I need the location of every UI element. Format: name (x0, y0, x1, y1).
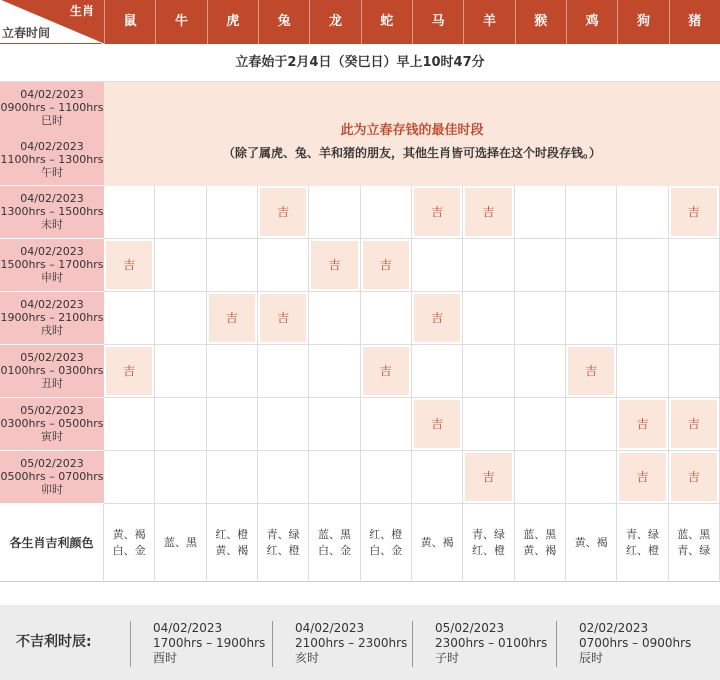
lucky-colors-label: 各生肖吉利颜色 (0, 504, 104, 582)
lucky-color-line: 白、金 (317, 543, 351, 557)
unlucky-hour-time: 1700hrs – 1900hrs (153, 636, 266, 650)
time-slot-shi: 巳时 (41, 114, 63, 127)
time-slot-time: 1300hrs – 1500hrs (0, 205, 104, 218)
lucky-color-cell (207, 504, 258, 582)
lucky-color-line: 红、橙 (625, 543, 659, 557)
corner-label-lichun-time: 立春时间 (2, 26, 51, 40)
time-slot-shi: 戌时 (41, 324, 63, 337)
auspicious-mark: 吉 (671, 188, 717, 236)
time-slot-label (0, 398, 104, 451)
grid-cell (155, 186, 206, 239)
best-saving-title: 此为立春存钱的最佳时段 (340, 123, 484, 138)
lucky-color-line: 青、绿 (471, 527, 505, 541)
grid-cell (258, 398, 309, 451)
zodiac-header-2: 虎 (207, 0, 258, 44)
grid-cell (207, 239, 258, 292)
grid-cell (104, 451, 155, 504)
lucky-color-line: 青、绿 (625, 527, 659, 541)
grid-cell (515, 292, 566, 345)
zodiac-header-11: 猪 (669, 0, 720, 44)
header-corner-cell (0, 0, 104, 44)
grid-cell (309, 292, 360, 345)
time-slot-date: 05/02/2023 (20, 351, 84, 364)
zodiac-header-5: 蛇 (361, 0, 412, 44)
time-slot-label (0, 134, 104, 186)
auspicious-mark: 吉 (671, 453, 717, 501)
lucky-color-line: 蓝、黑 (317, 527, 351, 541)
grid-cell (155, 292, 206, 345)
time-slot-date: 05/02/2023 (20, 457, 84, 470)
grid-cell (617, 345, 668, 398)
grid-cell (361, 292, 412, 345)
time-slot-time: 0300hrs – 0500hrs (0, 417, 104, 430)
grid-cell (104, 292, 155, 345)
grid-cell (155, 345, 206, 398)
unlucky-hours-footer (0, 605, 720, 680)
time-slot-shi: 卯时 (41, 483, 63, 496)
lucky-color-cell (412, 504, 463, 582)
unlucky-hour-item (556, 621, 691, 667)
unlucky-hour-shi: 辰时 (579, 651, 604, 665)
auspicious-mark: 吉 (260, 188, 306, 236)
lucky-color-line: 白、金 (369, 543, 403, 557)
lucky-color-cell (515, 504, 566, 582)
lucky-color-line: 白、金 (112, 543, 146, 557)
grid-cell (412, 345, 463, 398)
time-slot-label (0, 292, 104, 345)
time-slot-date: 04/02/2023 (20, 88, 84, 101)
time-slot-shi: 寅时 (41, 430, 63, 443)
grid-cell (412, 451, 463, 504)
unlucky-hour-item (272, 621, 407, 667)
lucky-color-line: 红、橙 (471, 543, 505, 557)
auspicious-mark: 吉 (260, 294, 306, 342)
zodiac-header-8: 猴 (515, 0, 566, 44)
time-slot-time: 0900hrs – 1100hrs (0, 101, 104, 114)
unlucky-hour-shi: 酉时 (153, 651, 178, 665)
auspicious-mark: 吉 (414, 400, 460, 448)
lucky-color-cell (361, 504, 412, 582)
grid-cell (258, 345, 309, 398)
time-slot-date: 05/02/2023 (20, 404, 84, 417)
lucky-color-line: 红、橙 (215, 527, 249, 541)
time-slot-label (0, 186, 104, 239)
grid-cell (155, 239, 206, 292)
grid-cell (617, 186, 668, 239)
auspicious-mark: 吉 (363, 347, 409, 395)
lucky-color-cell (309, 504, 360, 582)
auspicious-mark: 吉 (568, 347, 614, 395)
time-slot-label (0, 451, 104, 504)
lucky-color-cell (258, 504, 309, 582)
grid-cell (617, 292, 668, 345)
grid-cell (309, 345, 360, 398)
grid-cell (463, 345, 514, 398)
zodiac-header-1: 牛 (155, 0, 206, 44)
grid-cell (566, 292, 617, 345)
auspicious-mark: 吉 (209, 294, 255, 342)
lucky-color-cell (617, 504, 668, 582)
grid-cell (207, 186, 258, 239)
unlucky-hour-shi: 子时 (435, 651, 460, 665)
time-slot-time: 1900hrs – 2100hrs (0, 311, 104, 324)
auspicious-mark: 吉 (465, 188, 511, 236)
unlucky-hour-time: 2300hrs – 0100hrs (435, 636, 548, 650)
grid-cell (207, 345, 258, 398)
grid-cell (309, 186, 360, 239)
lucky-color-line: 黄、褐 (420, 535, 454, 549)
unlucky-hour-time: 2100hrs – 2300hrs (295, 636, 408, 650)
lucky-color-cell (566, 504, 617, 582)
zodiac-header-3: 兔 (258, 0, 309, 44)
auspicious-mark: 吉 (619, 453, 665, 501)
zodiac-header-10: 狗 (617, 0, 668, 44)
corner-label-zodiac: 生肖 (69, 4, 94, 18)
lucky-color-line: 红、橙 (266, 543, 300, 557)
grid-cell (155, 451, 206, 504)
auspicious-mark: 吉 (671, 400, 717, 448)
auspicious-mark: 吉 (106, 241, 152, 289)
grid-cell (207, 451, 258, 504)
grid-cell (515, 186, 566, 239)
grid-cell (566, 239, 617, 292)
lucky-color-cell (104, 504, 155, 582)
lucky-color-line: 黄、褐 (112, 527, 146, 541)
time-slot-label (0, 239, 104, 292)
grid-cell (515, 345, 566, 398)
lucky-color-line: 青、绿 (266, 527, 300, 541)
grid-cell (361, 186, 412, 239)
grid-cell (361, 398, 412, 451)
time-slot-time: 1100hrs – 1300hrs (0, 153, 104, 166)
time-slot-date: 04/02/2023 (20, 140, 84, 153)
lucky-color-cell (155, 504, 206, 582)
time-slot-date: 04/02/2023 (20, 245, 84, 258)
auspicious-mark: 吉 (414, 188, 460, 236)
time-slot-time: 0500hrs – 0700hrs (0, 470, 104, 483)
zodiac-header-0: 鼠 (104, 0, 155, 44)
grid-cell (412, 239, 463, 292)
best-saving-period-banner (104, 82, 720, 186)
lucky-color-line: 红、橙 (369, 527, 403, 541)
grid-cell (309, 451, 360, 504)
time-slot-shi: 午时 (41, 166, 63, 179)
auspicious-mark: 吉 (619, 400, 665, 448)
grid-cell (207, 398, 258, 451)
grid-cell (566, 451, 617, 504)
grid-cell (309, 398, 360, 451)
time-slot-shi: 丑时 (41, 377, 63, 390)
unlucky-hour-item (130, 621, 265, 667)
unlucky-hour-time: 0700hrs – 0900hrs (579, 636, 692, 650)
time-slot-date: 04/02/2023 (20, 298, 84, 311)
lucky-color-line: 青、绿 (677, 543, 711, 557)
unlucky-hour-item (412, 621, 547, 667)
grid-cell (104, 186, 155, 239)
auspicious-mark: 吉 (414, 294, 460, 342)
grid-cell (566, 186, 617, 239)
time-slot-label (0, 82, 104, 135)
time-slot-date: 04/02/2023 (20, 192, 84, 205)
grid-cell (669, 345, 720, 398)
zodiac-header-7: 羊 (463, 0, 514, 44)
lucky-color-line: 黄、褐 (574, 535, 608, 549)
best-saving-subtitle: （除了属虎、兔、羊和猪的朋友，其他生肖皆可选择在这个时段存钱。） (222, 146, 601, 160)
grid-cell (515, 398, 566, 451)
grid-cell (258, 239, 309, 292)
auspicious-mark: 吉 (106, 347, 152, 395)
unlucky-hours-label: 不吉利时辰: (16, 634, 92, 650)
grid-cell (463, 292, 514, 345)
grid-cell (617, 239, 668, 292)
zodiac-header-4: 龙 (309, 0, 360, 44)
lucky-color-line: 黄、褐 (215, 543, 249, 557)
lichun-start-note: 立春始于2月4日（癸巳日）早上10时47分 (0, 44, 720, 82)
grid-cell (463, 239, 514, 292)
unlucky-hour-date: 04/02/2023 (295, 621, 365, 635)
grid-cell (361, 451, 412, 504)
grid-cell (463, 398, 514, 451)
grid-cell (669, 239, 720, 292)
time-slot-shi: 申时 (41, 271, 63, 284)
lucky-color-cell (463, 504, 514, 582)
unlucky-hour-date: 05/02/2023 (435, 621, 505, 635)
grid-cell (566, 398, 617, 451)
lucky-color-line: 蓝、黑 (677, 527, 711, 541)
grid-cell (515, 239, 566, 292)
grid-cell (104, 398, 155, 451)
time-slot-shi: 未时 (41, 218, 63, 231)
lucky-color-cell (669, 504, 720, 582)
grid-cell (515, 451, 566, 504)
lucky-color-line: 蓝、黑 (523, 527, 557, 541)
grid-cell (155, 398, 206, 451)
unlucky-hour-shi: 亥时 (295, 651, 320, 665)
auspicious-mark: 吉 (311, 241, 357, 289)
auspicious-mark: 吉 (363, 241, 409, 289)
zodiac-header-6: 马 (412, 0, 463, 44)
grid-cell (669, 292, 720, 345)
time-slot-time: 0100hrs – 0300hrs (0, 364, 104, 377)
time-slot-time: 1500hrs – 1700hrs (0, 258, 104, 271)
unlucky-hour-date: 02/02/2023 (579, 621, 649, 635)
grid-cell (258, 451, 309, 504)
zodiac-header-9: 鸡 (566, 0, 617, 44)
auspicious-mark: 吉 (465, 453, 511, 501)
lucky-color-line: 黄、褐 (523, 543, 557, 557)
unlucky-hour-date: 04/02/2023 (153, 621, 223, 635)
time-slot-label (0, 345, 104, 398)
lucky-color-line: 蓝、黑 (163, 535, 197, 549)
